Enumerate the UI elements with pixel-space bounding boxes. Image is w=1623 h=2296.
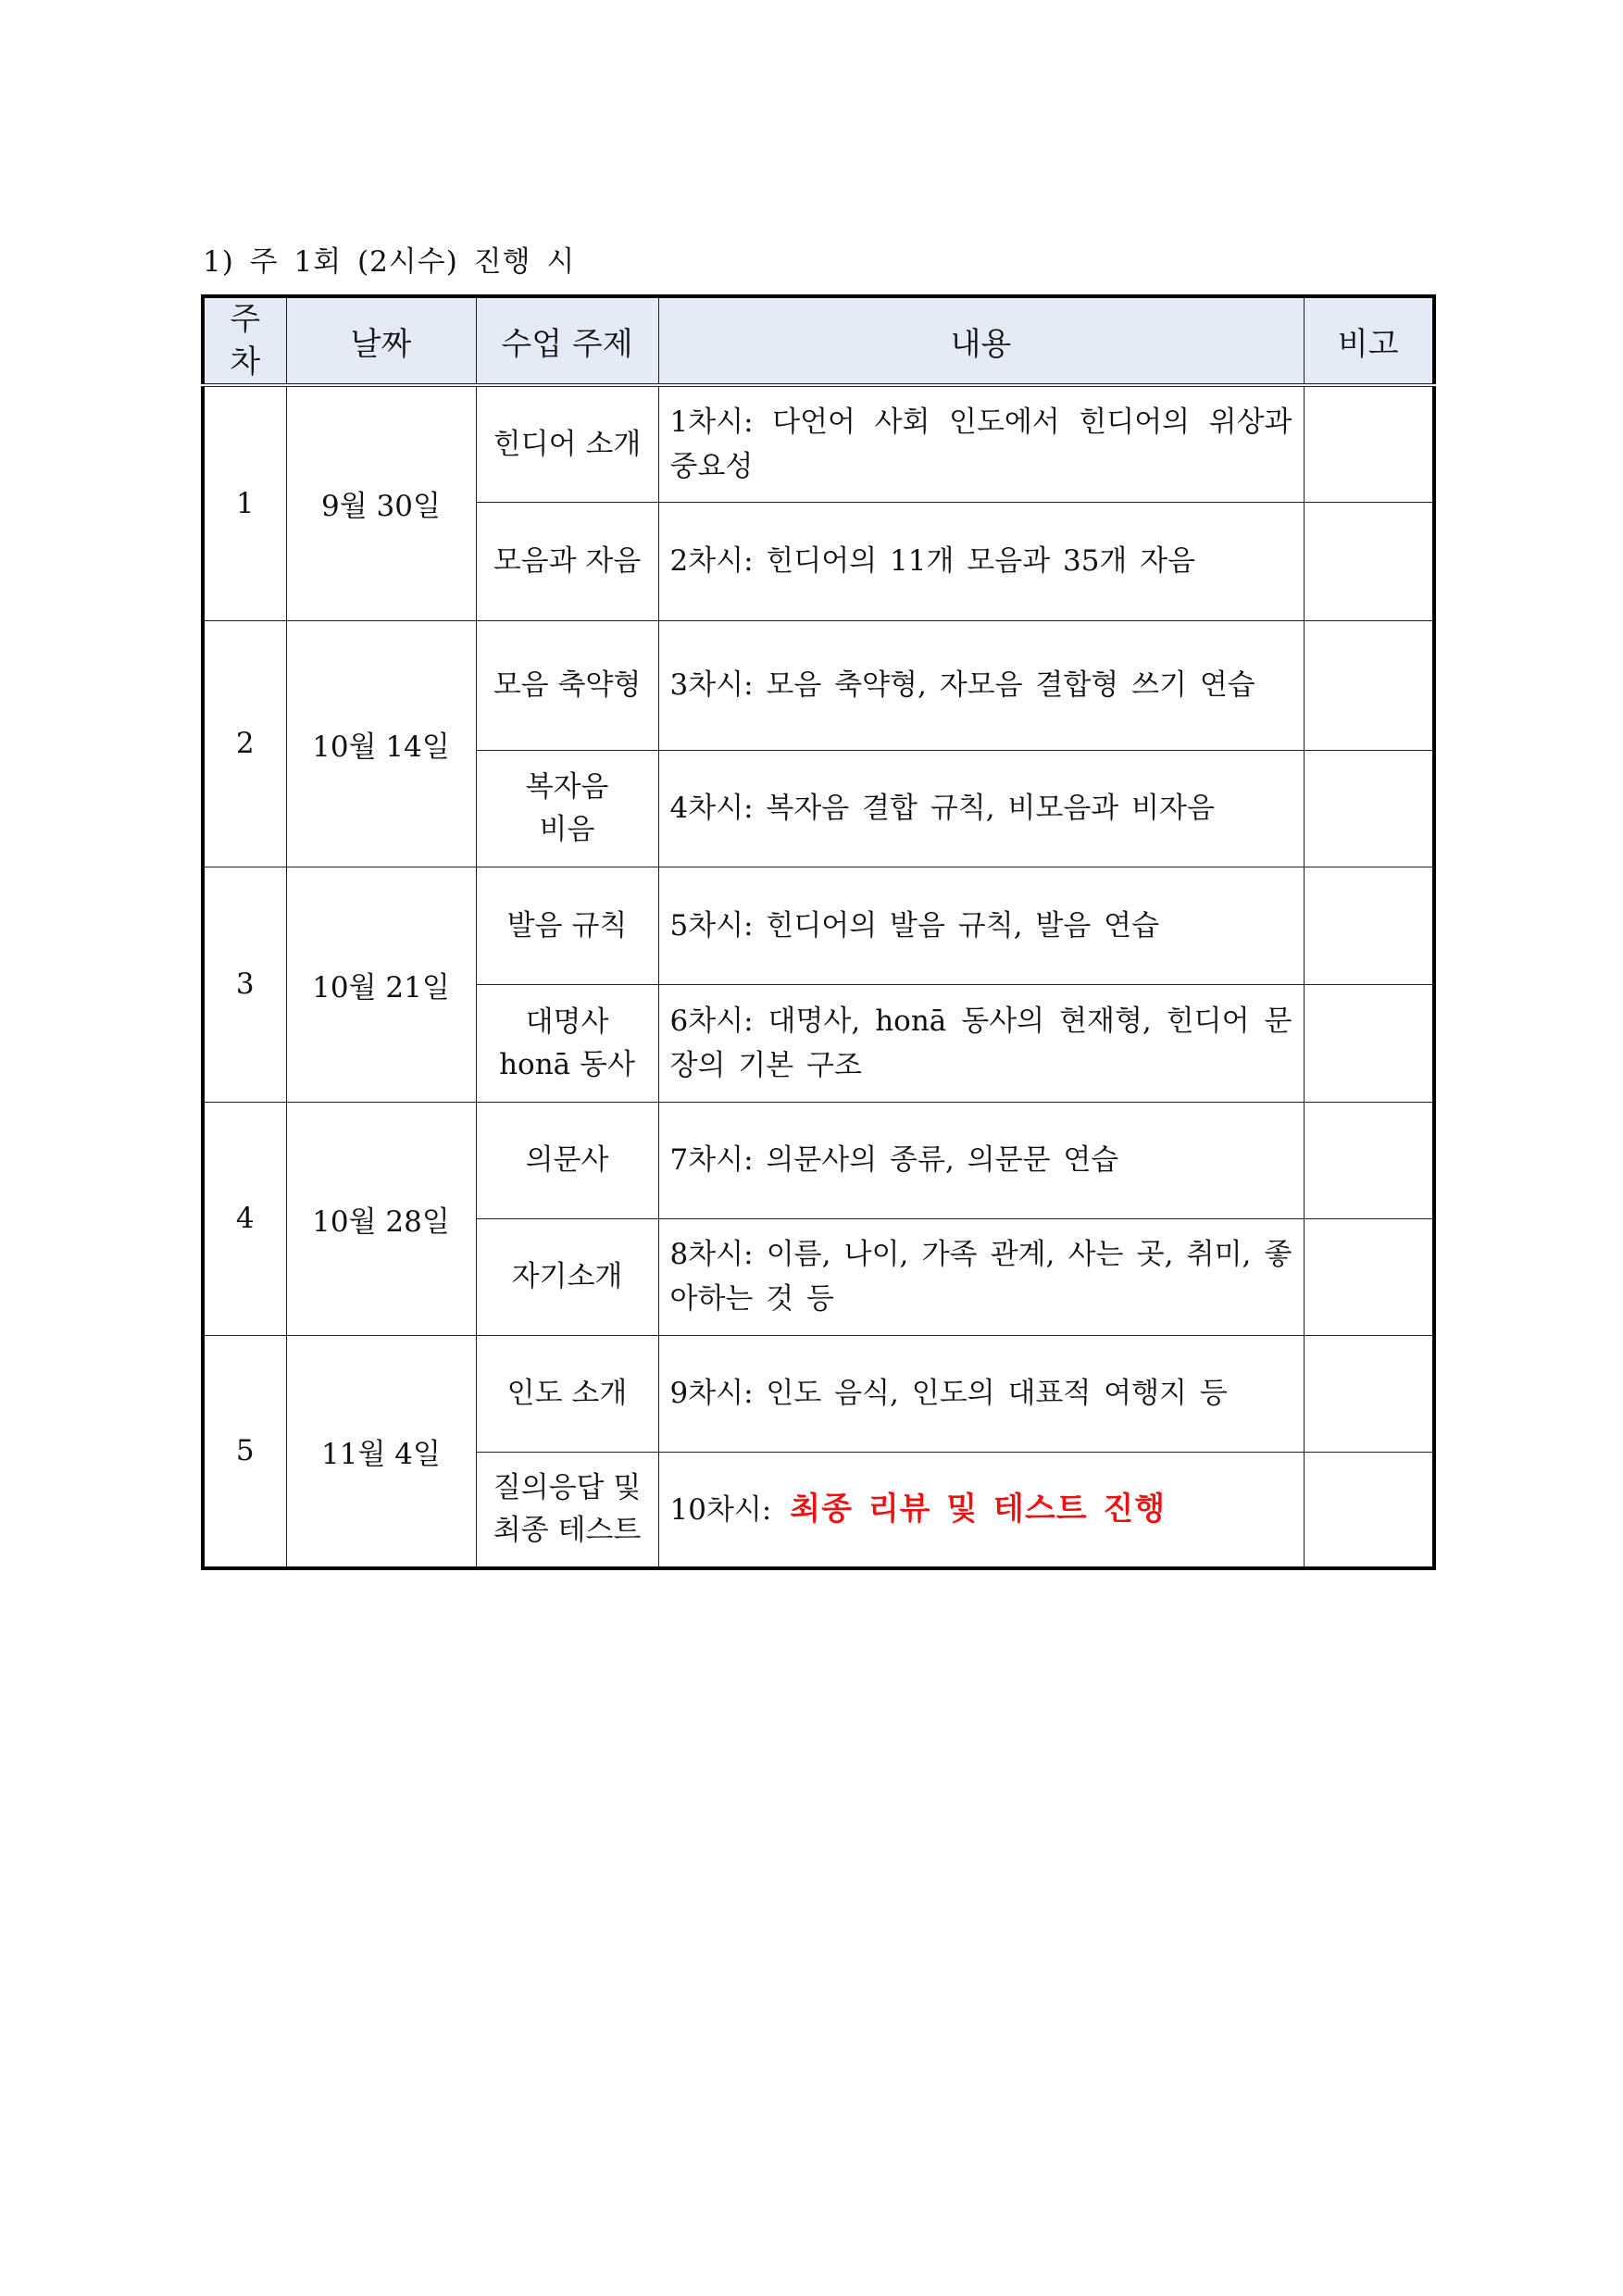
session-topic: 의문사 <box>476 1102 658 1218</box>
week-date: 9월 30일 <box>286 385 476 620</box>
week-number: 5 <box>203 1335 286 1568</box>
session-note <box>1304 1102 1434 1218</box>
week-date: 10월 28일 <box>286 1102 476 1335</box>
header-week-label-1: 주 <box>230 301 261 338</box>
header-note: 비고 <box>1304 296 1434 385</box>
week-number: 2 <box>203 620 286 867</box>
header-row <box>203 296 1434 385</box>
session-note <box>1304 1335 1434 1452</box>
session-topic: 모음과 자음 <box>476 502 658 620</box>
session-topic: 인도 소개 <box>476 1335 658 1452</box>
table-row <box>203 1102 1434 1218</box>
week-number: 1 <box>203 385 286 620</box>
session-content: 6차시: 대명사, honā 동사의 현재형, 힌디어 문장의 기본 구조 <box>658 984 1304 1102</box>
week-date: 10월 14일 <box>286 620 476 867</box>
topic-line: 복자음 <box>525 770 609 804</box>
session-topic: 모음 축약형 <box>476 620 658 750</box>
session-content: 2차시: 힌디어의 11개 모음과 35개 자음 <box>658 502 1304 620</box>
table-row <box>203 867 1434 984</box>
session-note <box>1304 1452 1434 1568</box>
week-number: 4 <box>203 1102 286 1335</box>
session-note <box>1304 750 1434 867</box>
header-week <box>203 296 286 385</box>
content-highlight: 최종 리뷰 및 테스트 진행 <box>790 1490 1167 1528</box>
header-week-label-2: 차 <box>230 343 261 381</box>
session-topic <box>476 1452 658 1568</box>
session-note <box>1304 620 1434 750</box>
topic-line: 비음 <box>539 813 595 846</box>
header-content: 내용 <box>658 296 1304 385</box>
table-caption: 1) 주 1회 (2시수) 진행 시 <box>203 245 576 279</box>
session-note <box>1304 502 1434 620</box>
session-content: 3차시: 모음 축약형, 자모음 결합형 쓰기 연습 <box>658 620 1304 750</box>
session-topic <box>476 984 658 1102</box>
week-date: 11월 4일 <box>286 1335 476 1568</box>
topic-line: 질의응답 및 <box>493 1471 642 1505</box>
topic-line: 최종 테스트 <box>493 1514 642 1548</box>
table-row <box>203 1335 1434 1452</box>
session-content: 8차시: 이름, 나이, 가족 관계, 사는 곳, 취미, 좋아하는 것 등 <box>658 1218 1304 1335</box>
session-note <box>1304 385 1434 502</box>
session-content: 7차시: 의문사의 종류, 의문문 연습 <box>658 1102 1304 1218</box>
session-content: 1차시: 다언어 사회 인도에서 힌디어의 위상과 중요성 <box>658 385 1304 502</box>
session-note <box>1304 1218 1434 1335</box>
session-content: 4차시: 복자음 결합 규칙, 비모음과 비자음 <box>658 750 1304 867</box>
session-note <box>1304 867 1434 984</box>
session-topic: 자기소개 <box>476 1218 658 1335</box>
week-date: 10월 21일 <box>286 867 476 1102</box>
table-row <box>203 620 1434 750</box>
topic-line: honā 동사 <box>499 1047 635 1081</box>
table-row <box>203 385 1434 502</box>
session-note <box>1304 984 1434 1102</box>
session-content: 9차시: 인도 음식, 인도의 대표적 여행지 등 <box>658 1335 1304 1452</box>
week-number: 3 <box>203 867 286 1102</box>
header-date: 날짜 <box>286 296 476 385</box>
session-topic: 힌디어 소개 <box>476 385 658 502</box>
session-topic <box>476 750 658 867</box>
session-topic: 발음 규칙 <box>476 867 658 984</box>
session-content: 5차시: 힌디어의 발음 규칙, 발음 연습 <box>658 867 1304 984</box>
topic-line: 대명사 <box>525 1004 609 1039</box>
content-prefix: 10차시: <box>669 1492 772 1527</box>
header-topic: 수업 주제 <box>476 296 658 385</box>
class-schedule-table <box>201 294 1436 1570</box>
session-content <box>658 1452 1304 1568</box>
